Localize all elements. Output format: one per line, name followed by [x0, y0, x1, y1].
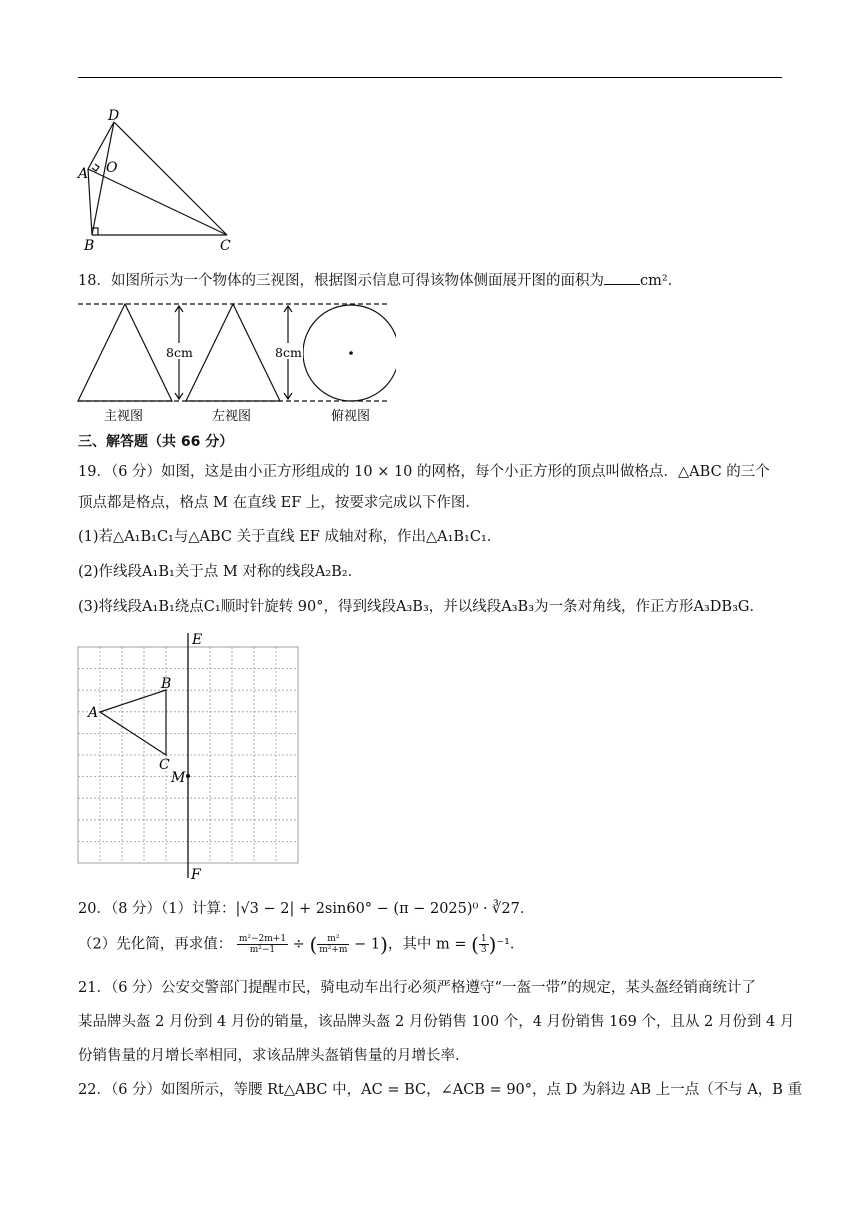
- q21-line1: 21．（6 分）公安交警部门提醒市民，骑电动车出行必须严格遵守“一盔一带”的规定，某头盔经销商统计了: [78, 980, 756, 996]
- section-heading: 三、解答题（共 66 分）: [78, 434, 234, 450]
- grid-label-B: B: [161, 676, 172, 692]
- triangle-figure-17: [70, 108, 245, 253]
- grid-figure-19: [70, 630, 310, 882]
- question-18: [78, 270, 682, 291]
- q20-prefix: （2）先化简，再求值：: [78, 936, 233, 953]
- q19-line1: 19．（6 分）如图，这是由小正方形组成的 10 × 10 的网格，每个小正方形的顶点叫做格点．△ABC 的三个: [78, 464, 770, 480]
- frac1-num: m²−2m+1: [238, 934, 287, 944]
- dim-label-2: 8cm: [275, 345, 302, 360]
- q21-line3: 份销售量的月增长率相同，求该品牌头盔销售量的月增长率．: [78, 1048, 470, 1064]
- cond-suffix: ⁻¹．: [496, 936, 525, 953]
- label-B: B: [84, 238, 95, 253]
- grid-label-E: E: [192, 632, 203, 648]
- q22-line1: 22．（6 分）如图所示，等腰 Rt△ABC 中，AC = BC，∠ACB = 90°，点 D 为斜边 AB 上一点（不与 A，B 重: [78, 1082, 803, 1098]
- cond-prefix: ，其中 m =: [387, 936, 472, 953]
- q19-part2: (2)作线段A₁B₁关于点 M 对称的线段A₂B₂．: [78, 564, 363, 580]
- grid-label-M: M: [171, 770, 186, 786]
- div-sign: ÷: [292, 936, 305, 953]
- fraction-1: [237, 934, 288, 955]
- front-view-label: 主视图: [104, 409, 144, 424]
- q19-line2: 顶点都是格点，格点 M 在直线 EF 上，按要求完成以下作图．: [78, 495, 480, 511]
- grid-label-F: F: [191, 867, 201, 882]
- frac3-den: 3: [480, 945, 487, 955]
- left-view-label: 左视图: [212, 409, 252, 424]
- frac2-den: m²+m: [319, 945, 348, 955]
- q21-line2: 某品牌头盔 2 月份到 4 月份的销量，该品牌头盔 2 月份销售 100 个，4 月份销售 169 个，且从 2 月份到 4 月: [78, 1014, 795, 1030]
- fraction-3: [479, 934, 489, 955]
- grid-label-A: A: [88, 705, 99, 721]
- minus-one: − 1: [354, 936, 381, 953]
- q20-line1: 20．（8 分）（1）计算：|√3 − 2| + 2sin60° − (π − 2025)⁰ · ∛27．: [78, 901, 535, 917]
- dim-label-1: 8cm: [166, 345, 193, 360]
- q20-line2: （2）先化简，再求值： $\frac{\text{m²−2m+1}}{\text{m²−1}}$ ÷ ( $\frac{\text{m²}}{\text{m²+m}}$ − 1)，其中 m = ( $\frac{1}{3}$ )⁻¹．: [78, 932, 525, 957]
- header-rule: [78, 77, 782, 78]
- frac1-den: m²−1: [249, 945, 276, 955]
- label-D: D: [108, 108, 120, 124]
- q19-part1: (1)若△A₁B₁C₁与△ABC 关于直线 EF 成轴对称，作出△A₁B₁C₁．: [78, 529, 502, 545]
- label-C: C: [220, 238, 231, 253]
- q19-part3: (3)将线段A₁B₁绕点C₁顺时针旋转 90°，得到线段A₃B₃，并以线段A₃B₃为一条对角线，作正方形A₃DB₃G．: [78, 599, 764, 615]
- q18-unit: cm²．: [639, 273, 683, 289]
- label-O: O: [106, 160, 118, 176]
- fraction-2: [317, 934, 349, 955]
- q18-text: 18．如图所示为一个物体的三视图，根据图示信息可得该物体侧面展开图的面积为: [78, 273, 604, 289]
- top-view-label: 俯视图: [331, 409, 371, 424]
- answer-blank: [604, 270, 640, 285]
- frac2-num: m²: [317, 934, 349, 945]
- three-views-figure: [76, 298, 396, 426]
- label-A: A: [78, 166, 89, 182]
- frac3-num: 1: [480, 934, 487, 944]
- grid-label-C: C: [159, 757, 170, 773]
